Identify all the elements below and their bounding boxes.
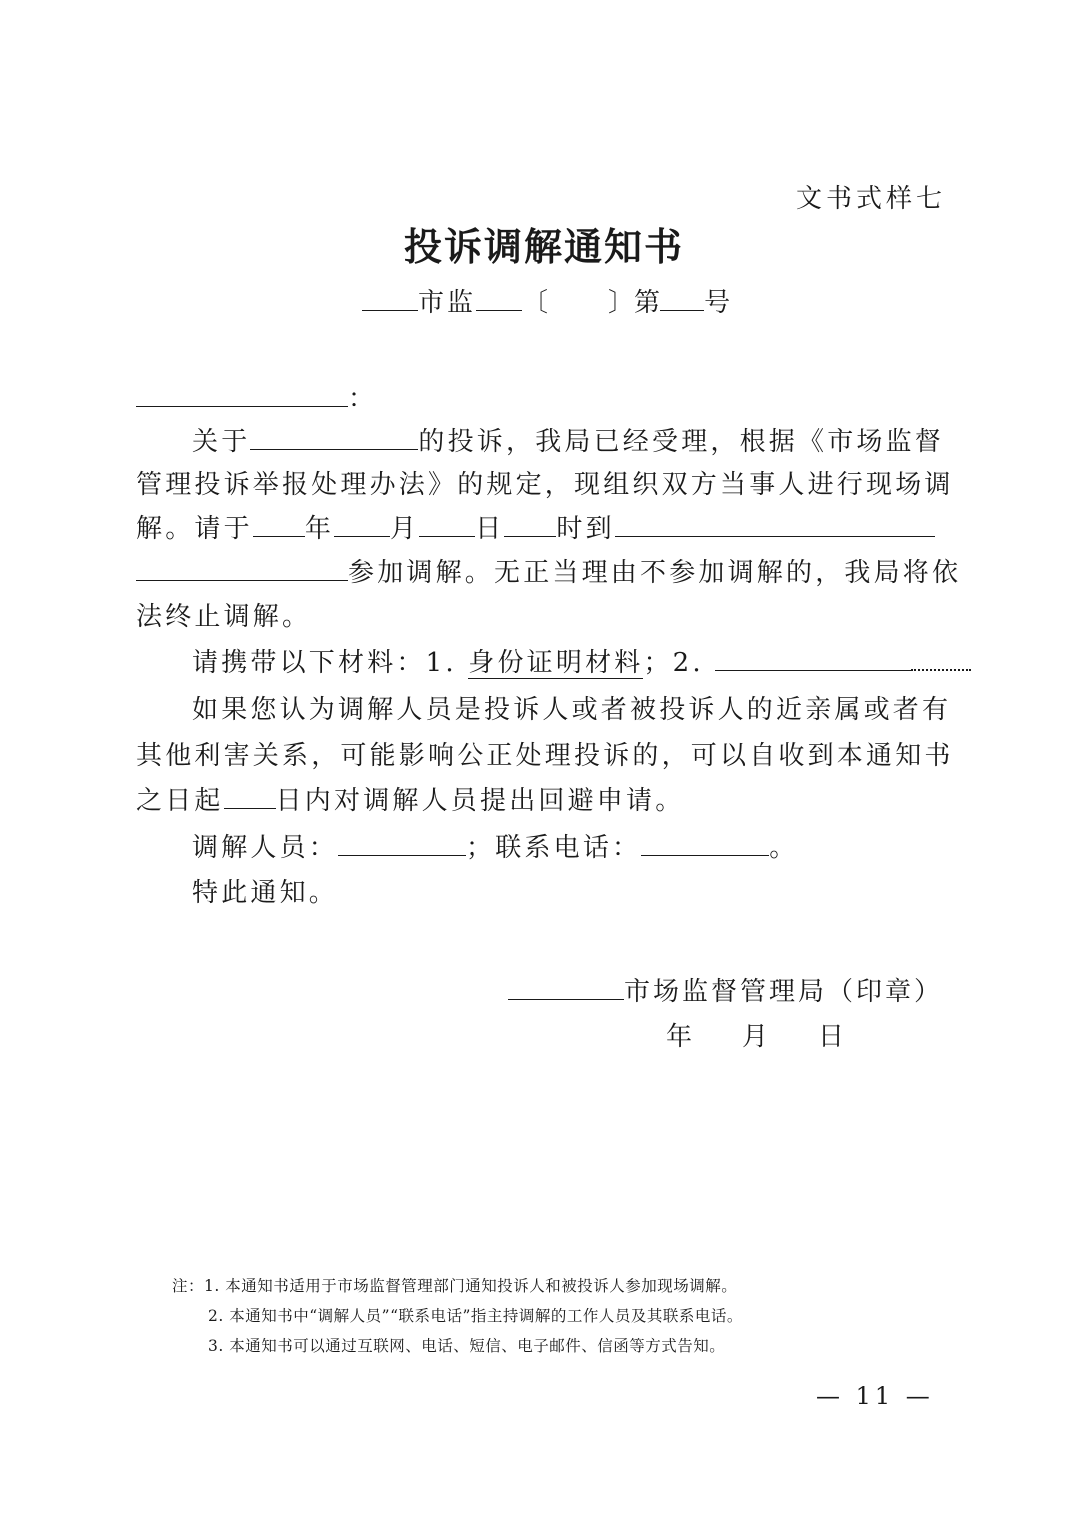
date-year: 年: [666, 1022, 693, 1052]
signature-date: [666, 1016, 844, 1053]
page-title: 投诉调解通知书: [404, 224, 685, 269]
text-p1-l1: 的投诉，我局已经受理，根据《市场监督: [418, 427, 945, 457]
note-2: 2. 本通知书中“调解人员”“联系电话”指主持调解的工作人员及其联系电话。: [208, 1307, 743, 1325]
blank-hour: [504, 510, 556, 537]
date-day: 日: [818, 1022, 845, 1052]
doc-number-di: 第: [634, 288, 661, 318]
date-month: 月: [742, 1022, 769, 1052]
agency-seal-text: 市场监督管理局（印章）: [624, 977, 944, 1007]
paragraph1-line4: [136, 552, 961, 589]
paragraph1-line1: [192, 421, 944, 458]
note-1-text: 1. 本通知书适用于市场监督管理部门通知投诉人和被投诉人参加现场调解。: [204, 1277, 738, 1295]
blank-number: [660, 284, 704, 311]
closing-text: 特此通知。: [192, 878, 339, 908]
blank-mediator: [338, 829, 466, 856]
blank-location-cont: [136, 554, 348, 581]
material-item-1: 身份证明材料: [468, 648, 644, 678]
signature-line: [508, 971, 943, 1008]
mediator-label: 调解人员：: [192, 833, 339, 863]
blank-location: [615, 510, 935, 537]
text-guanyu: 关于: [192, 427, 251, 457]
paragraph3-line1: 如果您认为调解人员是投诉人或者被投诉人的近亲属或者有: [192, 695, 952, 725]
blank-year: [253, 510, 305, 537]
text-hour: 时到: [556, 514, 615, 544]
text-month: 月: [390, 514, 420, 544]
paragraph3-line2: 其他利害关系，可能影响公正处理投诉的，可以自收到本通知书: [136, 741, 954, 771]
blank-month: [334, 510, 390, 537]
addressee-colon: ：: [348, 384, 378, 414]
text-p1-l4: 参加调解。无正当理由不参加调解的，我局将依: [348, 558, 962, 588]
note-prefix: 注：: [172, 1277, 205, 1295]
doc-number-hao: 号: [704, 288, 731, 318]
note-1: [172, 1274, 737, 1296]
contact-line: [192, 827, 798, 864]
text-day: 日: [475, 514, 505, 544]
text-contact-sep: ；: [466, 833, 496, 863]
blank-days: [224, 782, 276, 809]
page-number: — 11 —: [816, 1382, 934, 1410]
text-materials-prefix: 请携带以下材料：1.: [192, 648, 457, 678]
form-sample-label: 文书式样七: [796, 184, 947, 214]
document-number: [362, 282, 730, 319]
blank-agency: [508, 973, 624, 1000]
blank-city: [362, 284, 418, 311]
bracket-open: 〔: [522, 288, 549, 318]
blank-complaint-subject: [250, 423, 418, 450]
materials-line: [192, 642, 971, 679]
text-year: 年: [304, 514, 335, 544]
text-p3-l3a: 之日起: [136, 786, 224, 816]
paragraph1-line3: [136, 508, 935, 545]
paragraph1-line2: 管理投诉举报处理办法》的规定，现组织双方当事人进行现场调: [136, 470, 954, 500]
text-materials-sep: ；2.: [643, 648, 704, 678]
bracket-close: 〕: [608, 288, 635, 318]
note-3: 3. 本通知书可以通过互联网、电话、短信、电子邮件、信函等方式告知。: [208, 1337, 726, 1355]
text-p3-l3b: 日内对调解人员提出回避申请。: [275, 786, 685, 816]
blank-phone: [641, 829, 769, 856]
dotted-continuation: [911, 645, 971, 671]
doc-number-prefix: 市监: [418, 288, 477, 318]
blank-day: [419, 510, 475, 537]
text-p1-l3: 解。请于: [136, 514, 253, 544]
paragraph1-line5: 法终止调解。: [136, 602, 312, 632]
blank-code: [476, 284, 522, 311]
text-contact-end: 。: [769, 833, 799, 863]
blank-addressee: [136, 380, 348, 407]
blank-material-2: [715, 644, 911, 671]
paragraph3-line3: [136, 780, 684, 817]
phone-label: 联系电话：: [495, 833, 642, 863]
addressee-line: [136, 378, 377, 415]
